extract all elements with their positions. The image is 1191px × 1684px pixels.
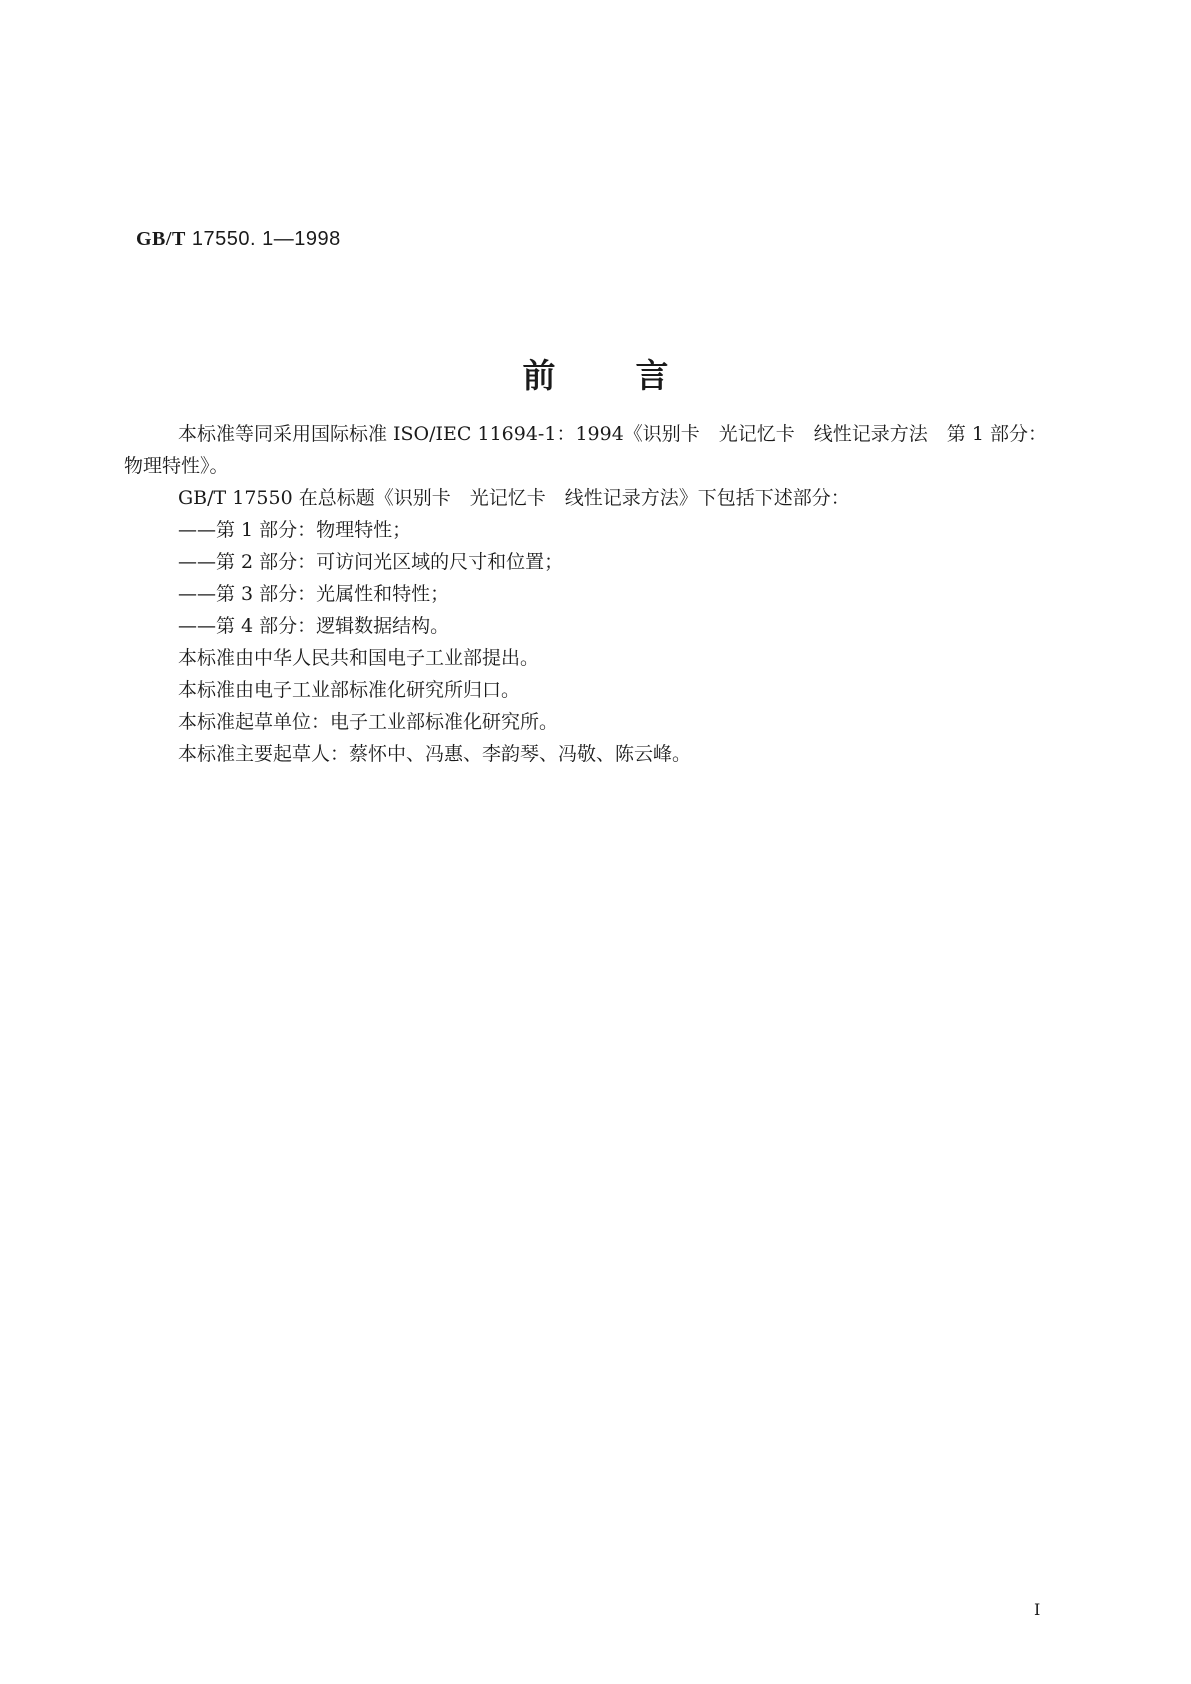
drafting-unit-statement: 本标准起草单位：电子工业部标准化研究所。 xyxy=(178,711,559,733)
part-item: ——第 1 部分：物理特性； xyxy=(178,519,412,541)
standard-number: 17550. 1—1998 xyxy=(191,228,341,250)
part-item: ——第 3 部分：光属性和特性； xyxy=(178,583,450,605)
document-body xyxy=(124,418,1064,770)
part-item: ——第 4 部分：逻辑数据结构。 xyxy=(178,615,450,637)
page-title: 前言 xyxy=(522,356,749,395)
standard-code xyxy=(136,228,341,251)
intro-paragraph: 本标准等同采用国际标准 ISO/IEC 11694-1：1994《识别卡 光记忆卡 线性记录方法 第 1 部分：物理特性》。 xyxy=(124,423,1047,477)
page-number: I xyxy=(1034,1600,1041,1619)
series-paragraph: GB/T 17550 在总标题《识别卡 光记忆卡 线性记录方法》下包括下述部分： xyxy=(178,487,850,509)
standard-prefix: GB/T xyxy=(136,228,186,250)
management-statement: 本标准由电子工业部标准化研究所归口。 xyxy=(178,679,521,701)
part-item: ——第 2 部分：可访问光区域的尺寸和位置； xyxy=(178,551,564,573)
proposer-statement: 本标准由中华人民共和国电子工业部提出。 xyxy=(178,647,540,669)
drafters-statement: 本标准主要起草人：蔡怀中、冯惠、李韵琴、冯敬、陈云峰。 xyxy=(178,743,692,765)
